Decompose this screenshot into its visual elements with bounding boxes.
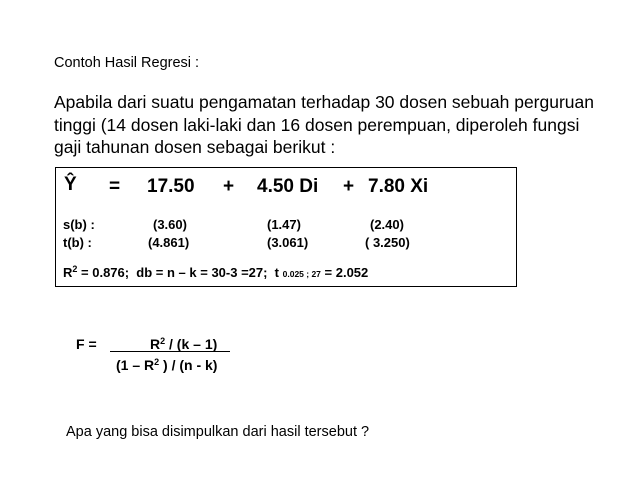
intro-line-1: Apabila dari suatu pengamatan terhadap 30 dosen sebuah perguruan xyxy=(54,92,594,112)
term-xi: 7.80 Xi xyxy=(368,176,429,197)
term-di: 4.50 Di xyxy=(257,176,319,197)
f-label: F = xyxy=(76,336,97,352)
intro-line-3: gaji tahunan dosen sebagai berikut : xyxy=(54,137,336,157)
sb-value-2: (1.47) xyxy=(267,217,301,232)
stats-line: $R^2 = 0.876$; db = n – k = 30-3 =27; t 0.025 ; 27 = 2.052 xyxy=(63,264,369,280)
equals-sign: = xyxy=(109,176,121,197)
f-denominator: ($1 - R^2$ ) / (n - k) xyxy=(116,357,218,373)
slide-title: Contoh Hasil Regresi : xyxy=(54,55,200,71)
tb-value-3: ( 3.250) xyxy=(365,235,410,250)
plus-sign-2: + xyxy=(343,176,355,197)
tb-label: t(b) : xyxy=(63,235,92,250)
question-text: Apa yang bisa disimpulkan dari hasil tersebut ? xyxy=(66,424,370,440)
tb-value-2: (3.061) xyxy=(267,235,309,250)
f-numerator: $R^2 / (k - 1)$ xyxy=(150,336,218,352)
sb-label: s(b) : xyxy=(63,217,95,232)
plus-sign-1: + xyxy=(223,176,235,197)
constant-value: 17.50 xyxy=(147,176,195,197)
intro-line-2: tinggi (14 dosen laki-laki dan 16 dosen perempuan, diperoleh fungsi xyxy=(54,114,580,135)
y-hat-symbol: Ŷ xyxy=(64,174,77,195)
tb-value-1: (4.861) xyxy=(148,235,190,250)
fraction-line xyxy=(110,351,230,352)
intro-paragraph xyxy=(54,91,624,159)
regression-result-box xyxy=(55,167,517,287)
sb-value-3: (2.40) xyxy=(370,217,404,232)
sb-value-1: (3.60) xyxy=(153,217,187,232)
